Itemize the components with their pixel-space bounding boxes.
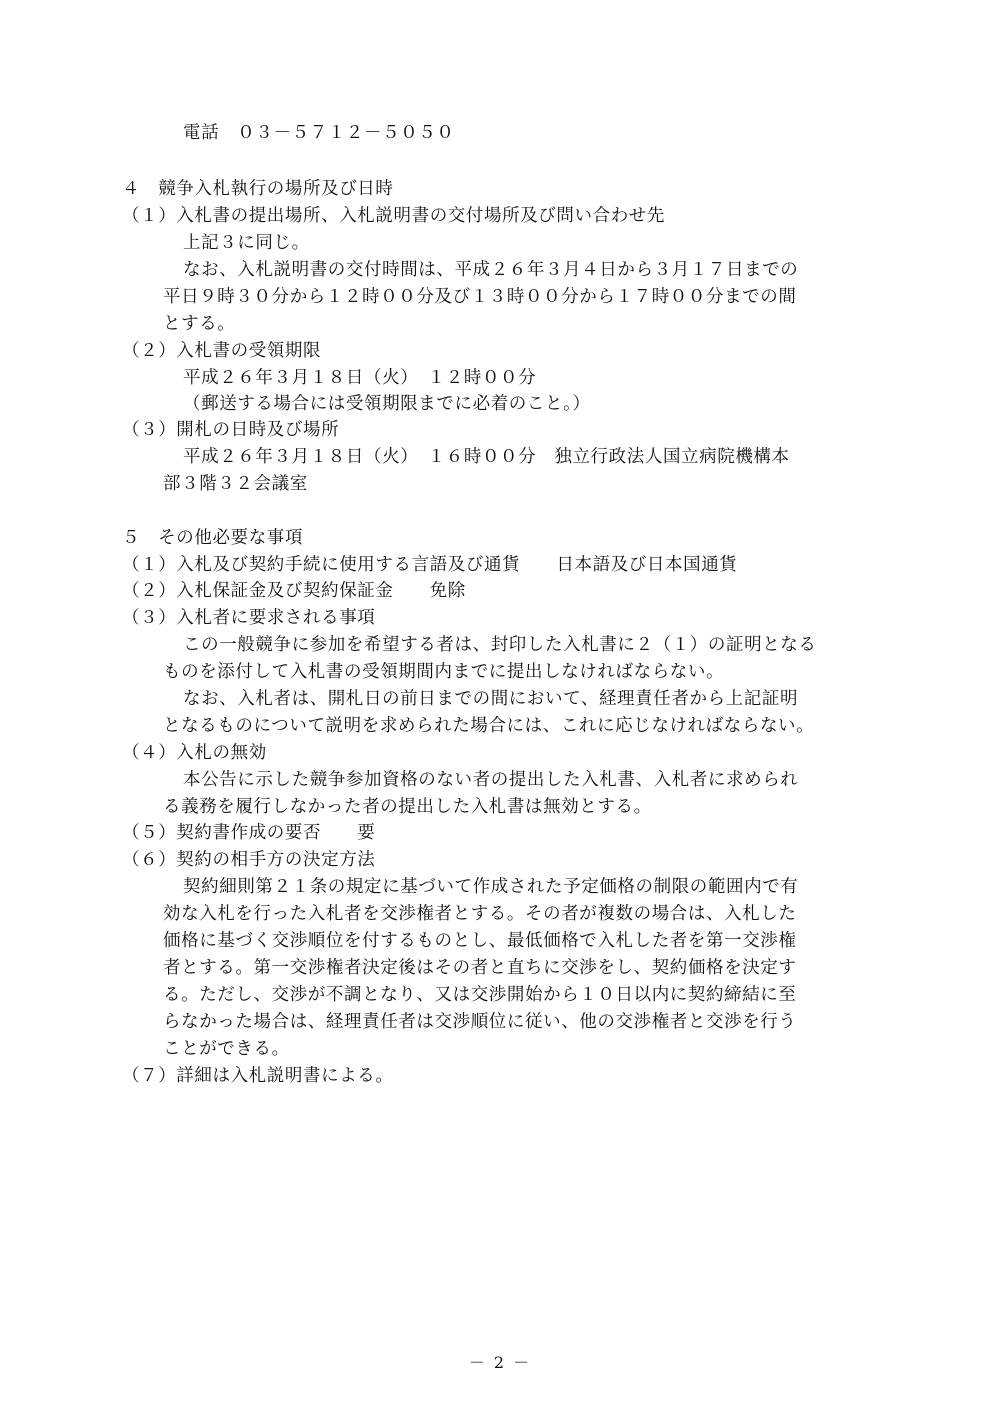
paragraph-line: となるものについて説明を求められた場合には、これに応じなければならない。	[163, 716, 815, 736]
section-heading-4: ４ 競争入札執行の場所及び日時	[122, 179, 394, 199]
paragraph-line: 上記３に同じ。	[183, 233, 310, 253]
item-4-1: （１）入札書の提出場所、入札説明書の交付場所及び問い合わせ先	[122, 206, 665, 226]
paragraph-line: 平成２６年３月１８日（火） １２時００分	[183, 368, 537, 388]
paragraph-line: る義務を履行しなかった者の提出した入札書は無効とする。	[163, 797, 652, 817]
paragraph-line: なお、入札説明書の交付時間は、平成２６年３月４日から３月１７日までの	[183, 260, 799, 280]
phone-line: 電話 ０３－５７１２－５０５０	[183, 123, 455, 143]
paragraph-line: 契約細則第２１条の規定に基づいて作成された予定価格の制限の範囲内で有	[183, 877, 799, 897]
item-5-1: （１）入札及び契約手続に使用する言語及び通貨 日本語及び日本国通貨	[122, 555, 738, 575]
item-4-3: （３）開札の日時及び場所	[122, 420, 340, 440]
item-5-3: （３）入札者に要求される事項	[122, 608, 376, 628]
item-5-7: （７）詳細は入札説明書による。	[122, 1066, 394, 1086]
paragraph-line: この一般競争に参加を希望する者は、封印した入札書に２（１）の証明となる	[183, 635, 817, 655]
paragraph-line: とする。	[163, 314, 236, 334]
paragraph-line: ものを添付して入札書の受領期間内までに提出しなければならない。	[163, 662, 725, 682]
item-5-6: （６）契約の相手方の決定方法	[122, 850, 376, 870]
paragraph-line: 平日９時３０分から１２時００分及び１３時００分から１７時００分までの間	[163, 287, 797, 307]
paragraph-line: 本公告に示した競争参加資格のない者の提出した入札書、入札者に求められ	[183, 770, 799, 790]
paragraph-line: なお、入札者は、開札日の前日までの間において、経理責任者から上記証明	[183, 689, 799, 709]
paragraph-line: （郵送する場合には受領期限までに必着のこと。）	[183, 394, 591, 414]
item-5-2: （２）入札保証金及び契約保証金 免除	[122, 581, 466, 601]
paragraph-line: 平成２６年３月１８日（火） １６時００分 独立行政法人国立病院機構本	[183, 447, 790, 467]
item-5-5: （５）契約書作成の要否 要	[122, 823, 376, 843]
paragraph-line: 部３階３２会議室	[163, 474, 308, 494]
page-number: － 2 －	[468, 1353, 532, 1372]
section-heading-5: ５ その他必要な事項	[122, 528, 303, 548]
paragraph-line: らなかった場合は、経理責任者は交渉順位に従い、他の交渉権者と交渉を行う	[163, 1012, 797, 1032]
paragraph-line: る。ただし、交渉が不調となり、又は交渉開始から１０日以内に契約締結に至	[163, 985, 797, 1005]
item-4-2: （２）入札書の受領期限	[122, 341, 322, 361]
item-5-4: （４）入札の無効	[122, 743, 267, 763]
paragraph-line: 者とする。第一交渉権者決定後はその者と直ちに交渉をし、契約価格を決定す	[163, 958, 797, 978]
paragraph-line: ことができる。	[163, 1039, 290, 1059]
paragraph-line: 価格に基づく交渉順位を付するものとし、最低価格で入札した者を第一交渉権	[163, 931, 797, 951]
paragraph-line: 効な入札を行った入札者を交渉権者とする。その者が複数の場合は、入札した	[163, 904, 797, 924]
